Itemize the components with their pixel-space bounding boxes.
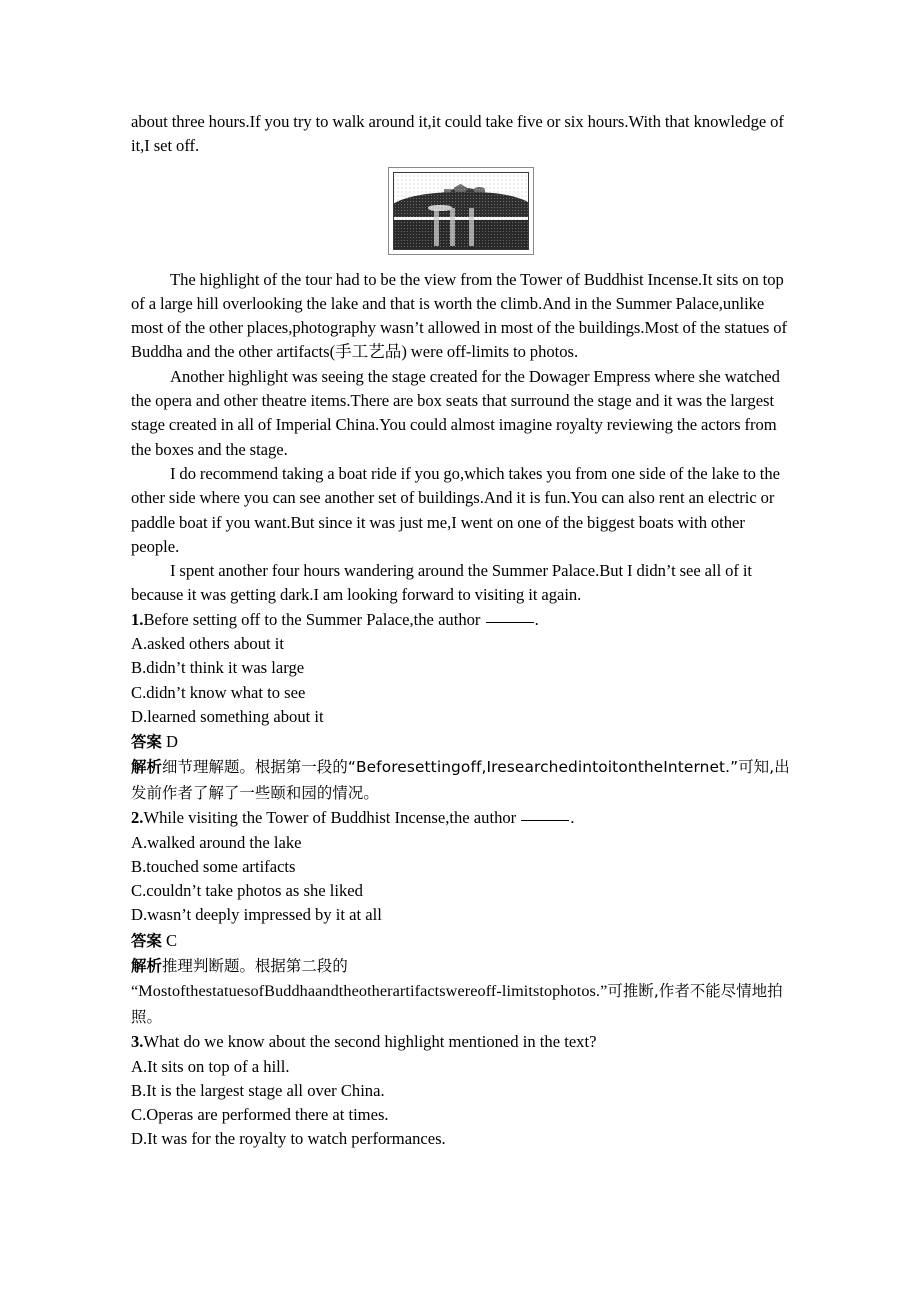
passage-paragraph-4 [131,559,790,608]
question-1-option-a[interactable]: A.asked others about it [131,634,284,654]
question-1-answer-value: D [165,732,178,752]
question-1-number: 1. [131,609,144,629]
passage-paragraph-3 [131,462,790,559]
question-2-explanation [131,954,790,980]
question-1 [131,608,790,806]
question-1-stem [131,608,790,632]
photo-water [394,220,528,248]
question-3-option-b[interactable]: B.It is the largest stage all over China. [131,1080,385,1100]
question-2-stem-tail: . [570,808,575,828]
question-3-option-c[interactable]: C.Operas are performed there at times. [131,1105,389,1125]
photo-reflection-2 [450,208,455,246]
question-2-answer-label: 答案 [131,931,162,950]
passage-continued-text: about three hours.If you try to walk around it,it could take five or six hours.With that knowledge of it,I set off. [131,112,784,156]
passage-paragraph-3-text: I do recommend taking a boat ride if you go,which takes you from one side of the lake to the other side where you can see another set of buildings.And it is fun.You can also rent an electric or paddle boat if you want.But since it was just me,I went on one of the biggest boats with other people. [131,463,780,556]
question-2-answer-value: C [165,930,178,950]
passage-continued-paragraph [131,110,790,159]
passage-paragraph-2-text: Another highlight was seeing the stage created for the Dowager Empress where she watched the opera and other theatre items.There are box seats that surround the stage and it was the largest stage created in all of Imperial China.You could almost imagine royalty reviewing the actors from the boxes and the stage. [131,366,780,459]
question-3-stem-text: What do we know about the second highlight mentioned in the text? [143,1032,597,1052]
question-1-stem-tail: . [534,609,539,629]
question-2-stem-text: While visiting the Tower of Buddhist Incense,the author [143,808,517,828]
question-1-blank [486,622,534,623]
question-1-answer [131,729,790,755]
photo-image [393,172,529,250]
question-1-option-c[interactable]: C.didn’t know what to see [131,682,306,702]
question-1-option-d[interactable]: D.learned something about it [131,706,324,726]
question-2-explanation-quote: “MostofthestatuesofBuddhaandtheotherartifactswereoff-limitstophotos.” [131,982,608,1001]
question-2-option-d[interactable]: D.wasn’t deeply impressed by it at all [131,905,382,925]
photo-frame [388,167,534,255]
question-1-explanation [131,755,790,806]
photo-hill-front [393,192,529,219]
question-3-number: 3. [131,1032,144,1052]
question-2-explanation-text: 推理判断题。根据第二段的 [161,956,348,975]
question-2-explanation-label: 解析 [131,956,162,975]
question-2-option-a[interactable]: A.walked around the lake [131,832,302,852]
question-2-answer [131,928,790,954]
passage-paragraph-2 [131,365,790,462]
passage-paragraph-1 [131,268,790,365]
question-1-stem-text: Before setting off to the Summer Palace,the author [143,609,481,629]
question-3-option-a[interactable]: A.It sits on top of a hill. [131,1056,290,1076]
question-2-blank [521,820,569,821]
question-2-option-c[interactable]: C.couldn’t take photos as she liked [131,881,363,901]
question-1-explanation-label: 解析 [131,758,162,777]
question-2-explanation-tail: 可推断,作者不能尽情地拍照。 [131,982,783,1026]
question-2-explanation-quote-line [131,979,790,1030]
question-3-stem [131,1030,790,1054]
question-2 [131,806,790,1030]
question-3 [131,1030,790,1151]
question-2-stem [131,806,790,830]
passage-paragraph-1-text: The highlight of the tour had to be the view from the Tower of Buddhist Incense.It sits on top of a large hill overlooking the lake and that is worth the climb.And in the Summer Palace,unlike most of the other places,photography wasn’t allowed in most of the buildings.Most of the statues of Buddha and the other artifacts(手工艺品) were off-limits to photos. [131,269,788,362]
question-1-answer-label: 答案 [131,733,162,752]
figure-summer-palace [131,167,790,255]
question-1-option-b[interactable]: B.didn’t think it was large [131,658,305,678]
question-1-explanation-text: 细节理解题。根据第一段的“Beforesettingoff,IresearchedintoitontheInternet.”可知,出发前作者了解了一些颐和园的情况。 [131,758,790,802]
question-2-number: 2. [131,808,144,828]
question-2-option-b[interactable]: B.touched some artifacts [131,856,296,876]
passage-paragraph-4-text: I spent another four hours wandering around the Summer Palace.But I didn’t see all of it because it was getting dark.I am looking forward to visiting it again. [131,561,753,605]
photo-reflection-1 [434,208,439,246]
photo-reflection-3 [469,208,474,246]
question-3-option-d[interactable]: D.It was for the royalty to watch performances. [131,1129,446,1149]
